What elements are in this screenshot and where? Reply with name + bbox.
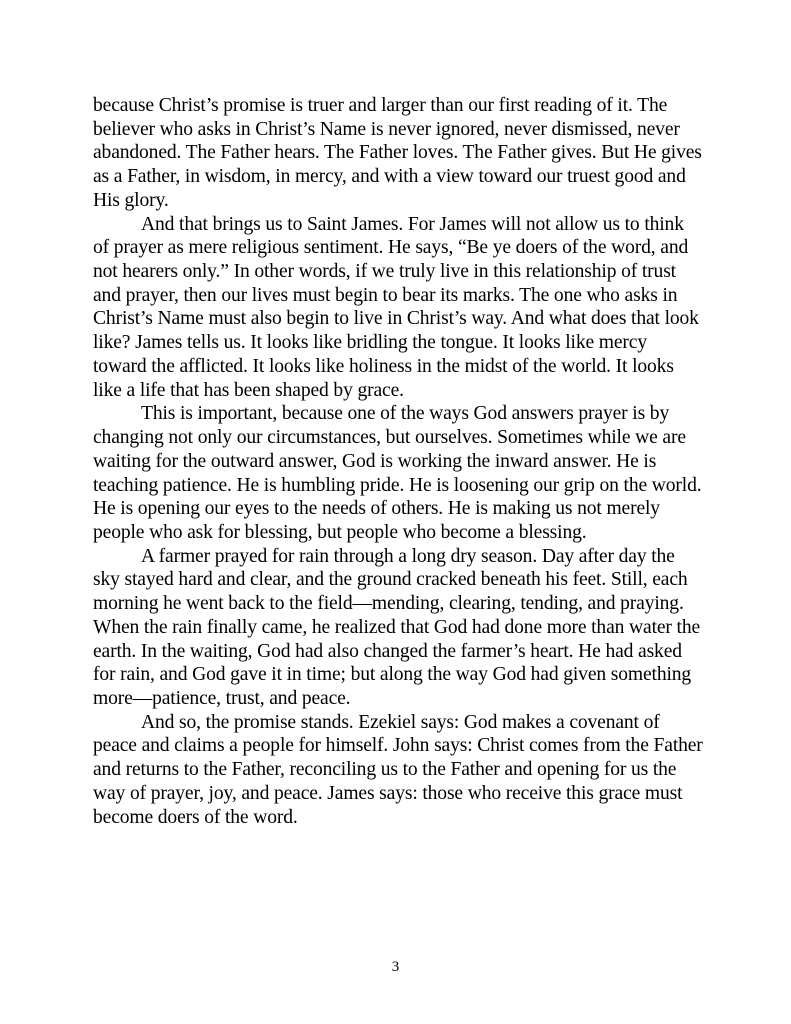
paragraph-saint-james: And that brings us to Saint James. For James will not allow us to think of prayer as mere religious sentiment. He says, “Be ye doers of the word, and not hearers only.” In other words, if we truly live in this relationship of trust and prayer, then our lives must begin to bear its marks. The one who asks in Christ’s Name must also begin to live in Christ’s way. And what does that look like? James tells us. It looks like bridling the tongue. It looks like mercy toward the afflicted. It looks like holiness in the midst of the world. It looks like a life that has been shaped by grace. (93, 213, 699, 401)
paragraph-promise-stands: And so, the promise stands. Ezekiel says: God makes a covenant of peace and claims a people for himself. John says: Christ comes from the Father and returns to the Father, reconciling us to the Father and opening for us the way of prayer, joy, and peace. James says: those who receive this grace must become doers of the word. (93, 711, 703, 828)
paragraph-answers-prayer: This is important, because one of the ways God answers prayer is by changing not only our circumstances, but ourselves. Sometimes while we are waiting for the outward answer, God is working the inward answer. He is teaching patience. He is humbling pride. He is loosening our grip on the world. He is opening our eyes to the needs of others. He is making us not merely people who ask for blessing, but people who become a blessing. (93, 403, 702, 543)
paragraph-farmer-story: A farmer prayed for rain through a long dry season. Day after day the sky stayed hard and clear, and the ground cracked beneath his feet. Still, each morning he went back to the field—mending, clearing, tending, and praying. When the rain finally came, he realized that God had done more than water the earth. In the waiting, God had also changed the farmer’s heart. He had asked for rain, and God gave it in time; but along the way God had given something more—patience, trust, and peace. (93, 545, 701, 709)
body-text (93, 94, 703, 829)
paragraph-continuation: because Christ’s promise is truer and larger than our first reading of it. The believer who asks in Christ’s Name is never ignored, never dismissed, never abandoned. The Father hears. The Father loves. The Father gives. But He gives as a Father, in wisdom, in mercy, and with a view toward our truest good and His glory. (93, 95, 702, 211)
page-number: 3 (391, 959, 400, 975)
